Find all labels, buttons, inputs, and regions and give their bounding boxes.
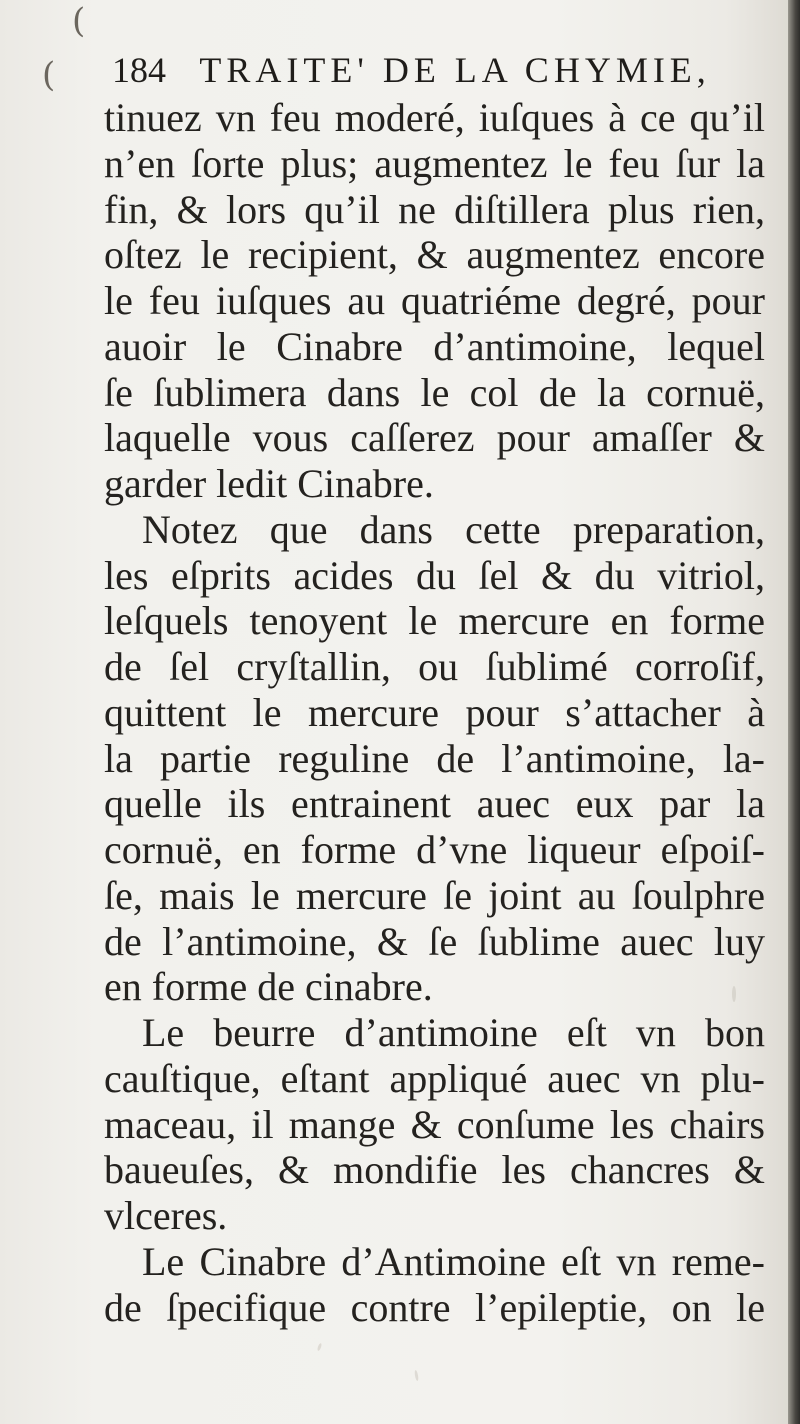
text-line: ſe, mais le mercure ſe joint au ſoulphre bbox=[104, 872, 765, 918]
text-line: de ſpecifique contre l’epileptie, on le bbox=[104, 1284, 765, 1330]
text-line: le feu iuſques au quatriéme degré, pour bbox=[104, 278, 765, 323]
text-line: oſtez le recipient, & augmentez encore bbox=[104, 232, 765, 278]
running-title: TRAITE' DE LA CHYMIE, bbox=[199, 50, 711, 90]
text-line: en forme de cinabre. bbox=[104, 964, 433, 1010]
page-text bbox=[104, 95, 765, 1330]
text-line: cornuë, en forme d’vne liqueur eſpoiſ- bbox=[104, 827, 765, 872]
text-line: de ſel cryſtallin, ou ſublimé corroſif, bbox=[104, 644, 765, 689]
text-line: de l’antimoine, & ſe ſublime auec luy bbox=[104, 918, 765, 964]
text-line: laquelle vous caſſerez pour amaſſer & bbox=[104, 415, 765, 461]
text-line: baueuſes, & mondifie les chancres & bbox=[104, 1147, 765, 1193]
text-line: auoir le Cinabre d’antimoine, lequel bbox=[104, 323, 765, 369]
margin-mark: ( bbox=[72, 1, 86, 41]
text-line: quelle ils entrainent auec eux par la bbox=[104, 781, 765, 827]
margin-mark: ( bbox=[42, 55, 56, 95]
paper-speck bbox=[414, 1370, 419, 1381]
page-header bbox=[112, 46, 772, 94]
book-spine-shadow bbox=[788, 0, 800, 1424]
text-line: n’en ſorte plus; augmentez le feu ſur la bbox=[104, 140, 765, 186]
text-line: garder ledit Cinabre. bbox=[104, 461, 434, 506]
text-line: Notez que dans cette preparation, bbox=[142, 506, 765, 552]
text-line: la partie reguline de l’antimoine, la- bbox=[104, 735, 765, 781]
text-line: leſquels tenoyent le mercure en forme bbox=[104, 598, 765, 644]
text-line: Le beurre d’antimoine eſt vn bon bbox=[142, 1010, 765, 1055]
text-line: les eſprits acides du ſel & du vitriol, bbox=[104, 552, 765, 598]
text-line: cauſtique, eſtant appliqué auec vn plu- bbox=[104, 1055, 765, 1101]
text-line: ſe ſublimera dans le col de la cornuë, bbox=[104, 369, 765, 415]
text-line: maceau, il mange & conſume les chairs bbox=[104, 1101, 765, 1147]
paper-speck bbox=[317, 1343, 323, 1352]
text-line: fin, & lors qu’il ne diſtillera plus rien, bbox=[104, 186, 765, 232]
text-line: vlceres. bbox=[104, 1193, 228, 1238]
text-line: tinuez vn feu moderé, iuſques à ce qu’il bbox=[104, 95, 765, 140]
text-line: quittent le mercure pour s’attacher à bbox=[104, 689, 765, 735]
page-number: 184 bbox=[112, 50, 166, 90]
paper-speck bbox=[732, 986, 736, 1002]
text-line: Le Cinabre d’Antimoine eſt vn reme- bbox=[142, 1238, 765, 1284]
